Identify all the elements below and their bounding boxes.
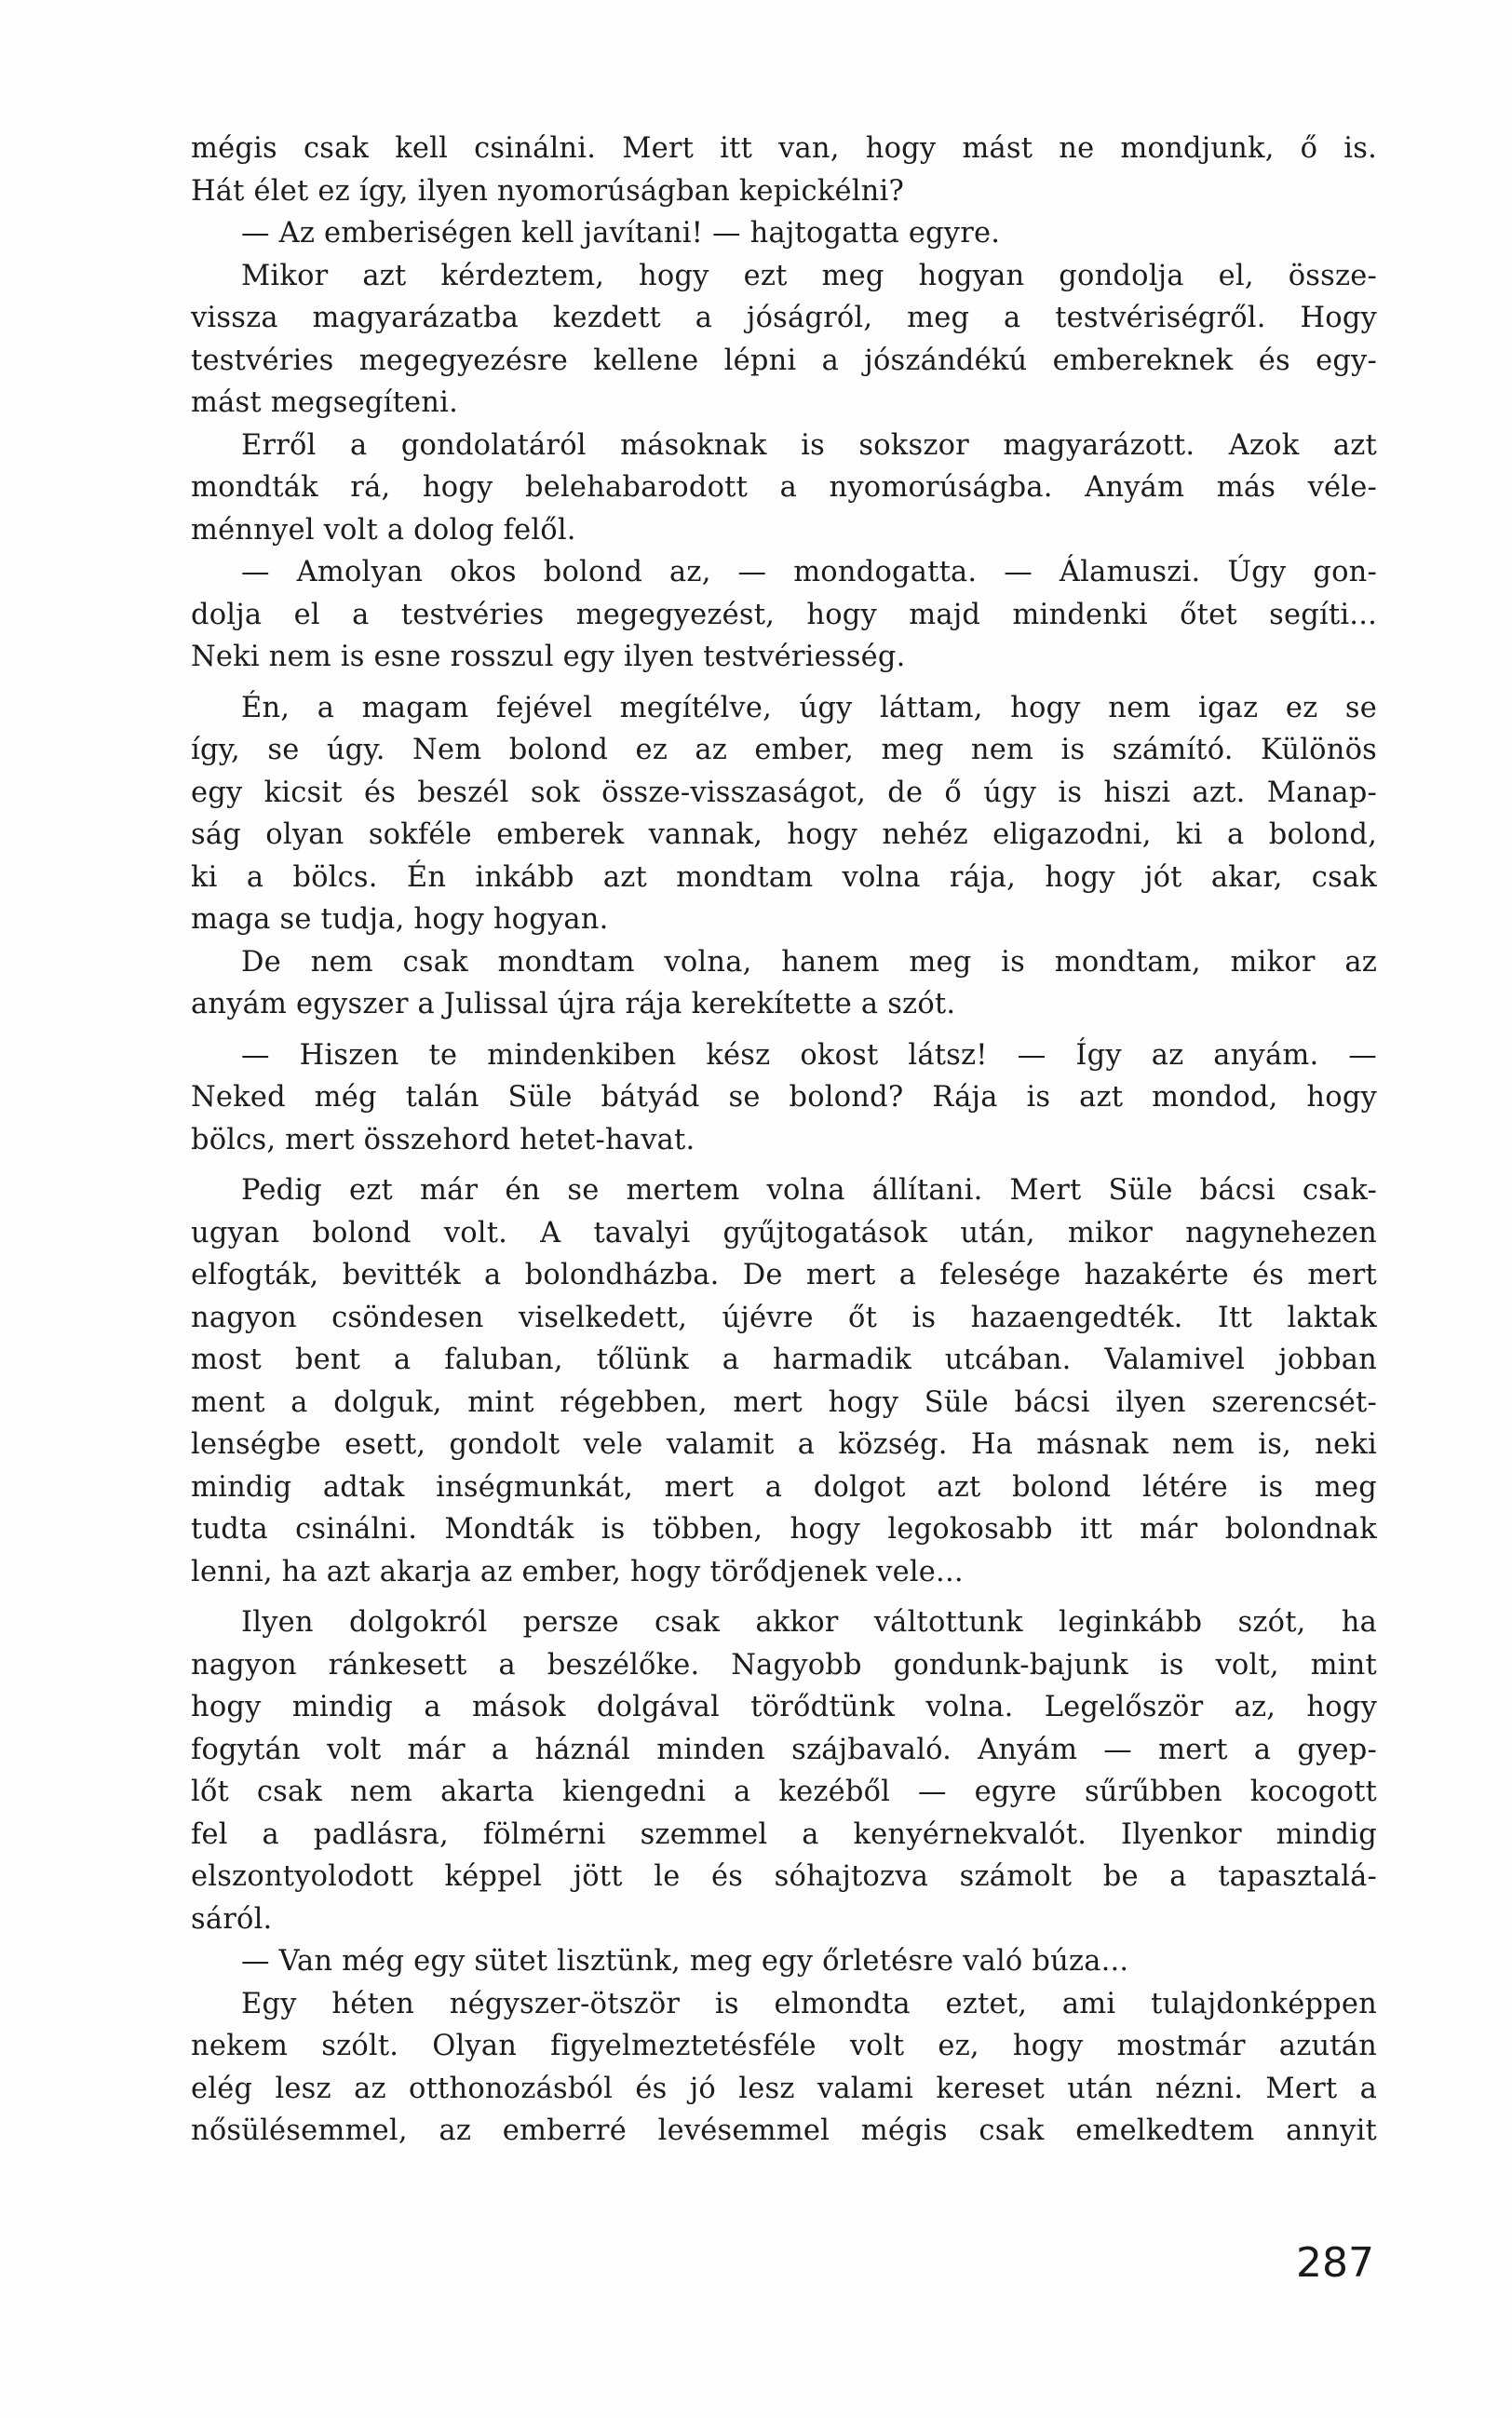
text-line: hogy mindig a mások dolgával törődtünk volna. Legelőször az, hogy — [191, 1691, 1377, 1723]
text-line: sáról. — [191, 1902, 273, 1936]
text-line: Erről a gondolatáról másoknak is sokszor magyarázott. Azok azt — [241, 428, 1377, 462]
text-line: ménnyel volt a dolog felől. — [191, 513, 576, 547]
text-line: Pedig ezt már én se mertem volna állítani. Mert Süle bácsi csak- — [241, 1174, 1377, 1207]
text-line: maga se tudja, hogy hogyan. — [191, 903, 609, 936]
text-line: ki a bölcs. Én inkább azt mondtam volna rája, hogy jót akar, csak — [191, 860, 1377, 894]
text-line: Én, a magam fejével megítélve, úgy láttam, hogy nem igaz ez se — [241, 691, 1377, 724]
text-line: fogytán volt már a háznál minden szájbavaló. Anyám — mert a gyep- — [191, 1733, 1377, 1766]
body-text — [191, 128, 1377, 2153]
text-line: egy kicsit és beszél sok össze-visszaságot, de ő úgy is hiszi azt. Manap- — [191, 776, 1377, 809]
text-line: nősülésemmel, az emberré levésemmel mégis csak emelkedtem annyit — [191, 2114, 1377, 2147]
text-line: mondták rá, hogy belehabarodott a nyomorúságba. Anyám más véle- — [191, 471, 1377, 504]
text-line: vissza magyarázatba kezdett a jóságról, meg a testvériségről. Hogy — [191, 302, 1377, 334]
text-line: mégis csak kell csinálni. Mert itt van, hogy mást ne mondjunk, ő is. — [191, 132, 1377, 165]
text-line: ugyan bolond volt. A tavalyi gyűjtogatások után, mikor nagynehezen — [191, 1216, 1377, 1250]
text-line: lenségbe esett, gondolt vele valamit a község. Ha másnak nem is, neki — [191, 1428, 1377, 1461]
text-line: így, se úgy. Nem bolond ez az ember, meg nem is számító. Különös — [191, 734, 1377, 766]
text-line: most bent a faluban, tőlünk a harmadik utcában. Valamivel jobban — [191, 1344, 1377, 1376]
text-line: nekem szólt. Olyan figyelmeztetésféle volt ez, hogy mostmár azután — [191, 2030, 1377, 2062]
text-line: lőt csak nem akarta kiengedni a kezéből — egyre sűrűbben kocogott — [191, 1776, 1377, 1808]
text-line: dolja el a testvéries megegyezést, hogy majd mindenki őtet segíti... — [191, 598, 1377, 631]
text-line: elfogták, bevitték a bolondházba. De mert a felesége hazakérte és mert — [191, 1259, 1377, 1291]
text-line: Neked még talán Süle bátyád se bolond? Rája is azt mondod, hogy — [191, 1081, 1377, 1114]
page-number: 287 — [1296, 2239, 1374, 2287]
text-line: ment a dolguk, mint régebben, mert hogy Süle bácsi ilyen szerencsét- — [191, 1385, 1377, 1419]
text-line: Ilyen dolgokról persze csak akkor váltottunk leginkább szót, ha — [241, 1606, 1377, 1639]
text-line: — Az emberiségen kell javítani! — hajtogatta egyre. — [241, 217, 1001, 250]
text-line: mást megsegíteni. — [191, 386, 458, 419]
text-line: mindig adtak inségmunkát, mert a dolgot azt bolond létére is meg — [191, 1470, 1377, 1504]
text-line: anyám egyszer a Julissal újra rája kerekítette a szót. — [191, 988, 956, 1020]
text-line: Hát élet ez így, ilyen nyomorúságban kepickélni? — [191, 174, 905, 208]
text-line: — Hiszen te mindenkiben kész okost látsz! — Így az anyám. — — [241, 1038, 1377, 1072]
text-line: nagyon ránkesett a beszélőke. Nagyobb gondunk-bajunk is volt, mint — [191, 1648, 1377, 1682]
text-line: — Amolyan okos bolond az, — mondogatta. — Álamuszi. Úgy gon- — [241, 556, 1377, 588]
text-line: ság olyan sokféle emberek vannak, hogy nehéz eligazodni, ki a bolond, — [191, 818, 1377, 851]
text-line: elég lesz az otthonozásból és jó lesz valami kereset után nézni. Mert a — [191, 2072, 1377, 2105]
text-line: tudta csinálni. Mondták is többen, hogy legokosabb itt már bolondnak — [191, 1513, 1377, 1546]
text-line: testvéries megegyezésre kellene lépni a jószándékú embereknek és egy- — [191, 344, 1377, 377]
text-line: Mikor azt kérdeztem, hogy ezt meg hogyan gondolja el, össze- — [241, 259, 1377, 292]
text-line: Neki nem is esne rosszul egy ilyen testvériesség. — [191, 641, 906, 673]
text-line: De nem csak mondtam volna, hanem meg is mondtam, mikor az — [241, 945, 1377, 979]
text-line: nagyon csöndesen viselkedett, újévre őt is hazaengedték. Itt laktak — [191, 1301, 1377, 1334]
text-line: bölcs, mert összehord hetet-havat. — [191, 1123, 695, 1156]
text-line: lenni, ha azt akarja az ember, hogy törődjenek vele... — [191, 1555, 964, 1588]
text-line: fel a padlásra, fölmérni szemmel a kenyérnekvalót. Ilyenkor mindig — [191, 1817, 1377, 1851]
text-line: Egy héten négyszer-ötször is elmondta eztet, ami tulajdonképpen — [241, 1987, 1377, 2020]
text-line: — Van még egy sütet lisztünk, meg egy őrletésre való búza... — [241, 1945, 1129, 1978]
text-line: elszontyolodott képpel jött le és sóhajtozva számolt be a tapasztalá- — [191, 1860, 1377, 1893]
